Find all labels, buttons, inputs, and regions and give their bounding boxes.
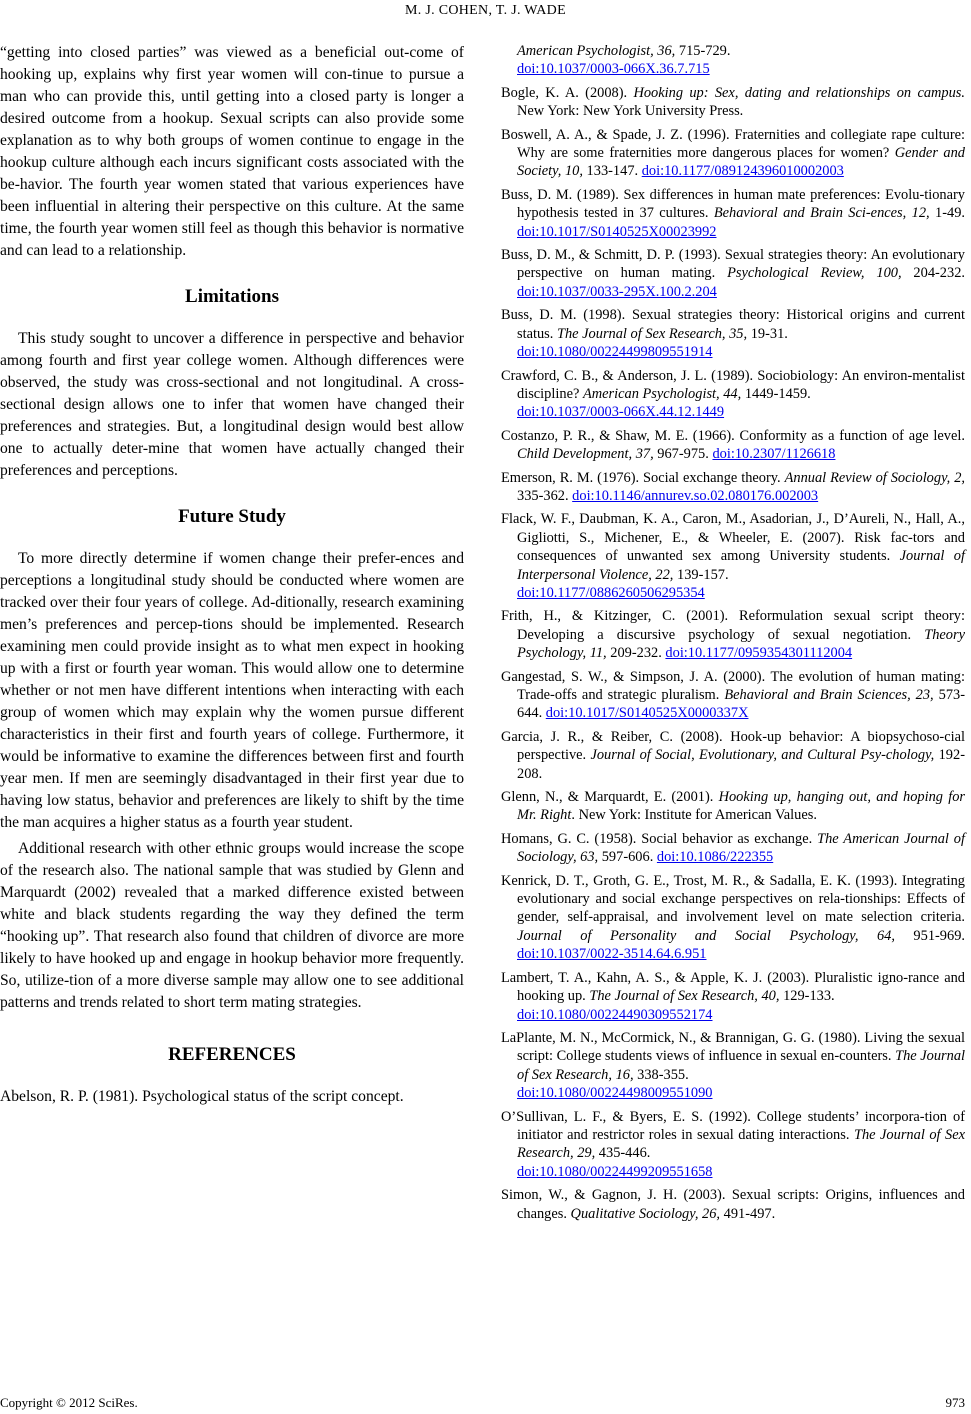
doi-link[interactable]: doi:10.1177/0959354301112004 bbox=[665, 645, 853, 662]
reference-item: Gangestad, S. W., & Simpson, J. A. (2000). The evolution of human mating: Trade-offs and strategic pluralism. Behavioral and Brain Sciences, 23, 573-644. doi:10.1017/S0140525X0000337X bbox=[501, 668, 966, 722]
doi-link[interactable]: doi:10.2307/1126618 bbox=[712, 446, 836, 463]
doi-link[interactable]: doi:10.1080/00224499209551658 bbox=[517, 1163, 713, 1180]
paragraph-intro: “getting into closed parties” was viewed as a beneficial out-come of hooking up, explains why first year women will con-tinue to pursue a man who can provide this, until getting into a closed party is longer a desired outcome from a hookup. Sexual scripts can also provide some explanation as to why both groups of women continue to engage in the hookup culture although each incurs significant costs associated with the be-havior. The fourth year women stated that various experiences have been influential in altering their perspective on this culture. At the same time, the fourth year women still feel as though this behavior is normative and can lead to a relationship. bbox=[0, 44, 464, 259]
footer-copyright: Copyright © 2012 SciRes. bbox=[0, 1395, 138, 1410]
reference-item: Buss, D. M. (1989). Sex differences in human mate preferences: Evolu-tionary hypothesis tested in 37 cultures. Behavioral and Brain Sci-ences, 12, 1-49. doi:10.1017/S0140525X00023992 bbox=[501, 186, 965, 240]
reference-item: Buss, D. M. (1998). Sexual strategies theory: Historical origins and current status. The Journal of Sex Research, 35, 19-31. doi:10.1080/00224499809551914 bbox=[501, 307, 965, 361]
reference-item: Frith, H., & Kitzinger, C. (2001). Reformulation sexual script theory: Developing a discursive psychology of sexual negotiation. Theory Psychology, 11, 209-232. doi:10.1177/0959354301112004 bbox=[501, 608, 965, 662]
reference-item: Emerson, R. M. (1976). Social exchange theory. Annual Review of Sociology, 2, 335-362. doi:10.1146/annurev.so.02.080176.002003 bbox=[501, 469, 965, 504]
doi-link[interactable]: doi:10.1080/00224499809551914 bbox=[517, 344, 713, 361]
reference-item: Costanzo, P. R., & Shaw, M. E. (1966). Conformity as a function of age level. Child Development, 37, 967-975. doi:10.2307/1126618 bbox=[501, 427, 965, 463]
doi-link[interactable]: doi:10.1177/089124396010002003 bbox=[641, 163, 844, 180]
reference-item: Boswell, A. A., & Spade, J. Z. (1996). Fraternities and collegiate rape culture: Why are some fraternities more dangerous places for women? Gender and Society, 10, 133-147. doi:10.1177/089124396010002003 bbox=[501, 126, 965, 180]
reference-item: Lambert, T. A., Kahn, A. S., & Apple, K. J. (2003). Pluralistic igno-rance and hooking up. The Journal of Sex Research, 40, 129-133. doi:10.1080/00224490309552174 bbox=[501, 969, 965, 1023]
left-column bbox=[0, 42, 464, 1108]
doi-link[interactable]: doi:10.1037/0033-295X.100.2.204 bbox=[517, 283, 717, 300]
reference-item: Homans, G. C. (1958). Social behavior as exchange. The American Journal of Sociology, 63, 597-606. doi:10.1086/222355 bbox=[501, 830, 965, 866]
paragraph-future-study: To more directly determine if women change their prefer-ences and perceptions a longitudinal study should be conducted where women are tracked over their four years of college. Ad-ditionally, research examining men’s preferences and percep-tions should be implemented. Research examining men could provide insight as to what men expect in hooking up with a first or fourth year woman. This would allow one to determine whether or not men have different intentions when interacting with each group of women which may explain why the women pursue different characteristics in their first and fourth years of college. Furthermore, it would be informative to examine the differences between first and fourth year men. If men are seemingly disadvantaged in their first year due to having low status, behavior and preferences are likely to shift by the time the man acquires a higher status as a fourth year student. bbox=[0, 550, 464, 831]
doi-link[interactable]: doi:10.1086/222355 bbox=[656, 849, 774, 866]
paragraph-additional-research: Additional research with other ethnic groups would increase the scope of the research also. The national sample that was studied by Glenn and Marquardt (2002) revealed that a marked difference existed between white and black students regarding the way they defined the term “hooking up”. That research also found that children of divorce are more likely to have hooked up and engage in hookup behavior more frequently. So, utilize-tion of a more diverse sample may allow one to see additional patterns and trends related to short term mating strategies. bbox=[0, 840, 464, 1011]
heading-limitations: Limitations bbox=[185, 286, 279, 307]
doi-link[interactable]: doi:10.1080/00224490309552174 bbox=[517, 1006, 713, 1023]
reference-item: Flack, W. F., Daubman, K. A., Caron, M., Asadorian, J., D’Aureli, N., Hall, A., Gigliotti, S., Michener, E., & Wheeler, E. (2007). Risk fac-tors and consequences of unwanted sex among University students. Journal of Interpersonal Violence, 22, 139-157. doi:10.1177/0886260506295354 bbox=[501, 511, 965, 601]
reference-item: Garcia, J. R., & Reiber, C. (2008). Hook-up behavior: A biopsychoso-cial perspective. Journal of Social, Evolutionary, and Cultural Psy-chology, 192-208. bbox=[501, 728, 965, 782]
references-list bbox=[501, 42, 965, 1228]
footer-page-number: 973 bbox=[945, 1395, 965, 1410]
paragraph-limitations: This study sought to uncover a difference in perspective and behavior among fourth and first year college women. Although differences were observed, the study was cross-sectional and not longitudinal. A cross-sectional design allows one to infer that women have changed their preferences and strategies. But, a longitudinal design would best allow one to actually deter-mine that women have actually changed their preferences and perceptions. bbox=[0, 330, 464, 479]
doi-link[interactable]: doi:10.1037/0003-066X.36.7.715 bbox=[517, 61, 710, 78]
reference-item: Bogle, K. A. (2008). Hooking up: Sex, dating and relationships on campus. New York: New York University Press. bbox=[501, 84, 966, 120]
reference-item: LaPlante, M. N., McCormick, N., & Brannigan, G. G. (1980). Living the sexual script: College students views of influence in sexual en-counters. The Journal of Sex Research, 16, 338-355. doi:10.1080/00224498009551090 bbox=[501, 1029, 966, 1102]
doi-link[interactable]: doi:10.1080/00224498009551090 bbox=[517, 1085, 713, 1102]
doi-link[interactable]: doi:10.1037/0003-066X.44.12.1449 bbox=[517, 404, 725, 421]
heading-references: REFERENCES bbox=[168, 1044, 296, 1065]
reference-item: Simon, W., & Gagnon, J. H. (2003). Sexual scripts: Origins, influences and changes. Qualitative Sociology, 26, 491-497. bbox=[501, 1187, 965, 1222]
doi-link[interactable]: doi:10.1037/0022-3514.64.6.951 bbox=[517, 946, 707, 963]
reference-item: American Psychologist, 36, 715-729. doi:10.1037/0003-066X.36.7.715 bbox=[517, 43, 731, 78]
doi-link[interactable]: doi:10.1177/0886260506295354 bbox=[517, 584, 705, 601]
reference-abelson: Abelson, R. P. (1981). Psychological status of the script concept. bbox=[0, 1088, 404, 1105]
reference-item: O’Sullivan, L. F., & Byers, E. S. (1992). College students’ incorpora-tion of initiator and restrictor roles in sexual dating interactions. The Journal of Sex Research, 29, 435-446. doi:10.1080/00224499209551658 bbox=[501, 1108, 965, 1180]
reference-item: Glenn, N., & Marquardt, E. (2001). Hooking up, hanging out, and hoping for Mr. Right. New York: Institute for American Values. bbox=[501, 789, 965, 824]
reference-item: Crawford, C. B., & Anderson, J. L. (1989). Sociobiology: An environ-mentalist discipline? American Psychologist, 44, 1449-1459. doi:10.1037/0003-066X.44.12.1449 bbox=[501, 367, 965, 421]
reference-item: Buss, D. M., & Schmitt, D. P. (1993). Sexual strategies theory: An evolutionary perspective on human mating. Psychological Review, 100, 204-232. doi:10.1037/0033-295X.100.2.204 bbox=[501, 247, 965, 300]
doi-link[interactable]: doi:10.1146/annurev.so.02.080176.002003 bbox=[572, 487, 819, 504]
running-header: M. J. COHEN, T. J. WADE bbox=[405, 3, 566, 18]
reference-item: Kenrick, D. T., Groth, G. E., Trost, M. R., & Sadalla, E. K. (1993). Integrating evolutionary and social exchange perspectives on rela-tionships: Effects of gender, self-appraisal, and involvement level on mate selection criteria. Journal of Personality and Social Psychology, 64, 951-969. doi:10.1037/0022-3514.64.6.951 bbox=[501, 872, 965, 963]
heading-future-study: Future Study bbox=[178, 506, 286, 527]
doi-link[interactable]: doi:10.1017/S0140525X0000337X bbox=[545, 705, 749, 722]
doi-link[interactable]: doi:10.1017/S0140525X00023992 bbox=[517, 223, 717, 240]
